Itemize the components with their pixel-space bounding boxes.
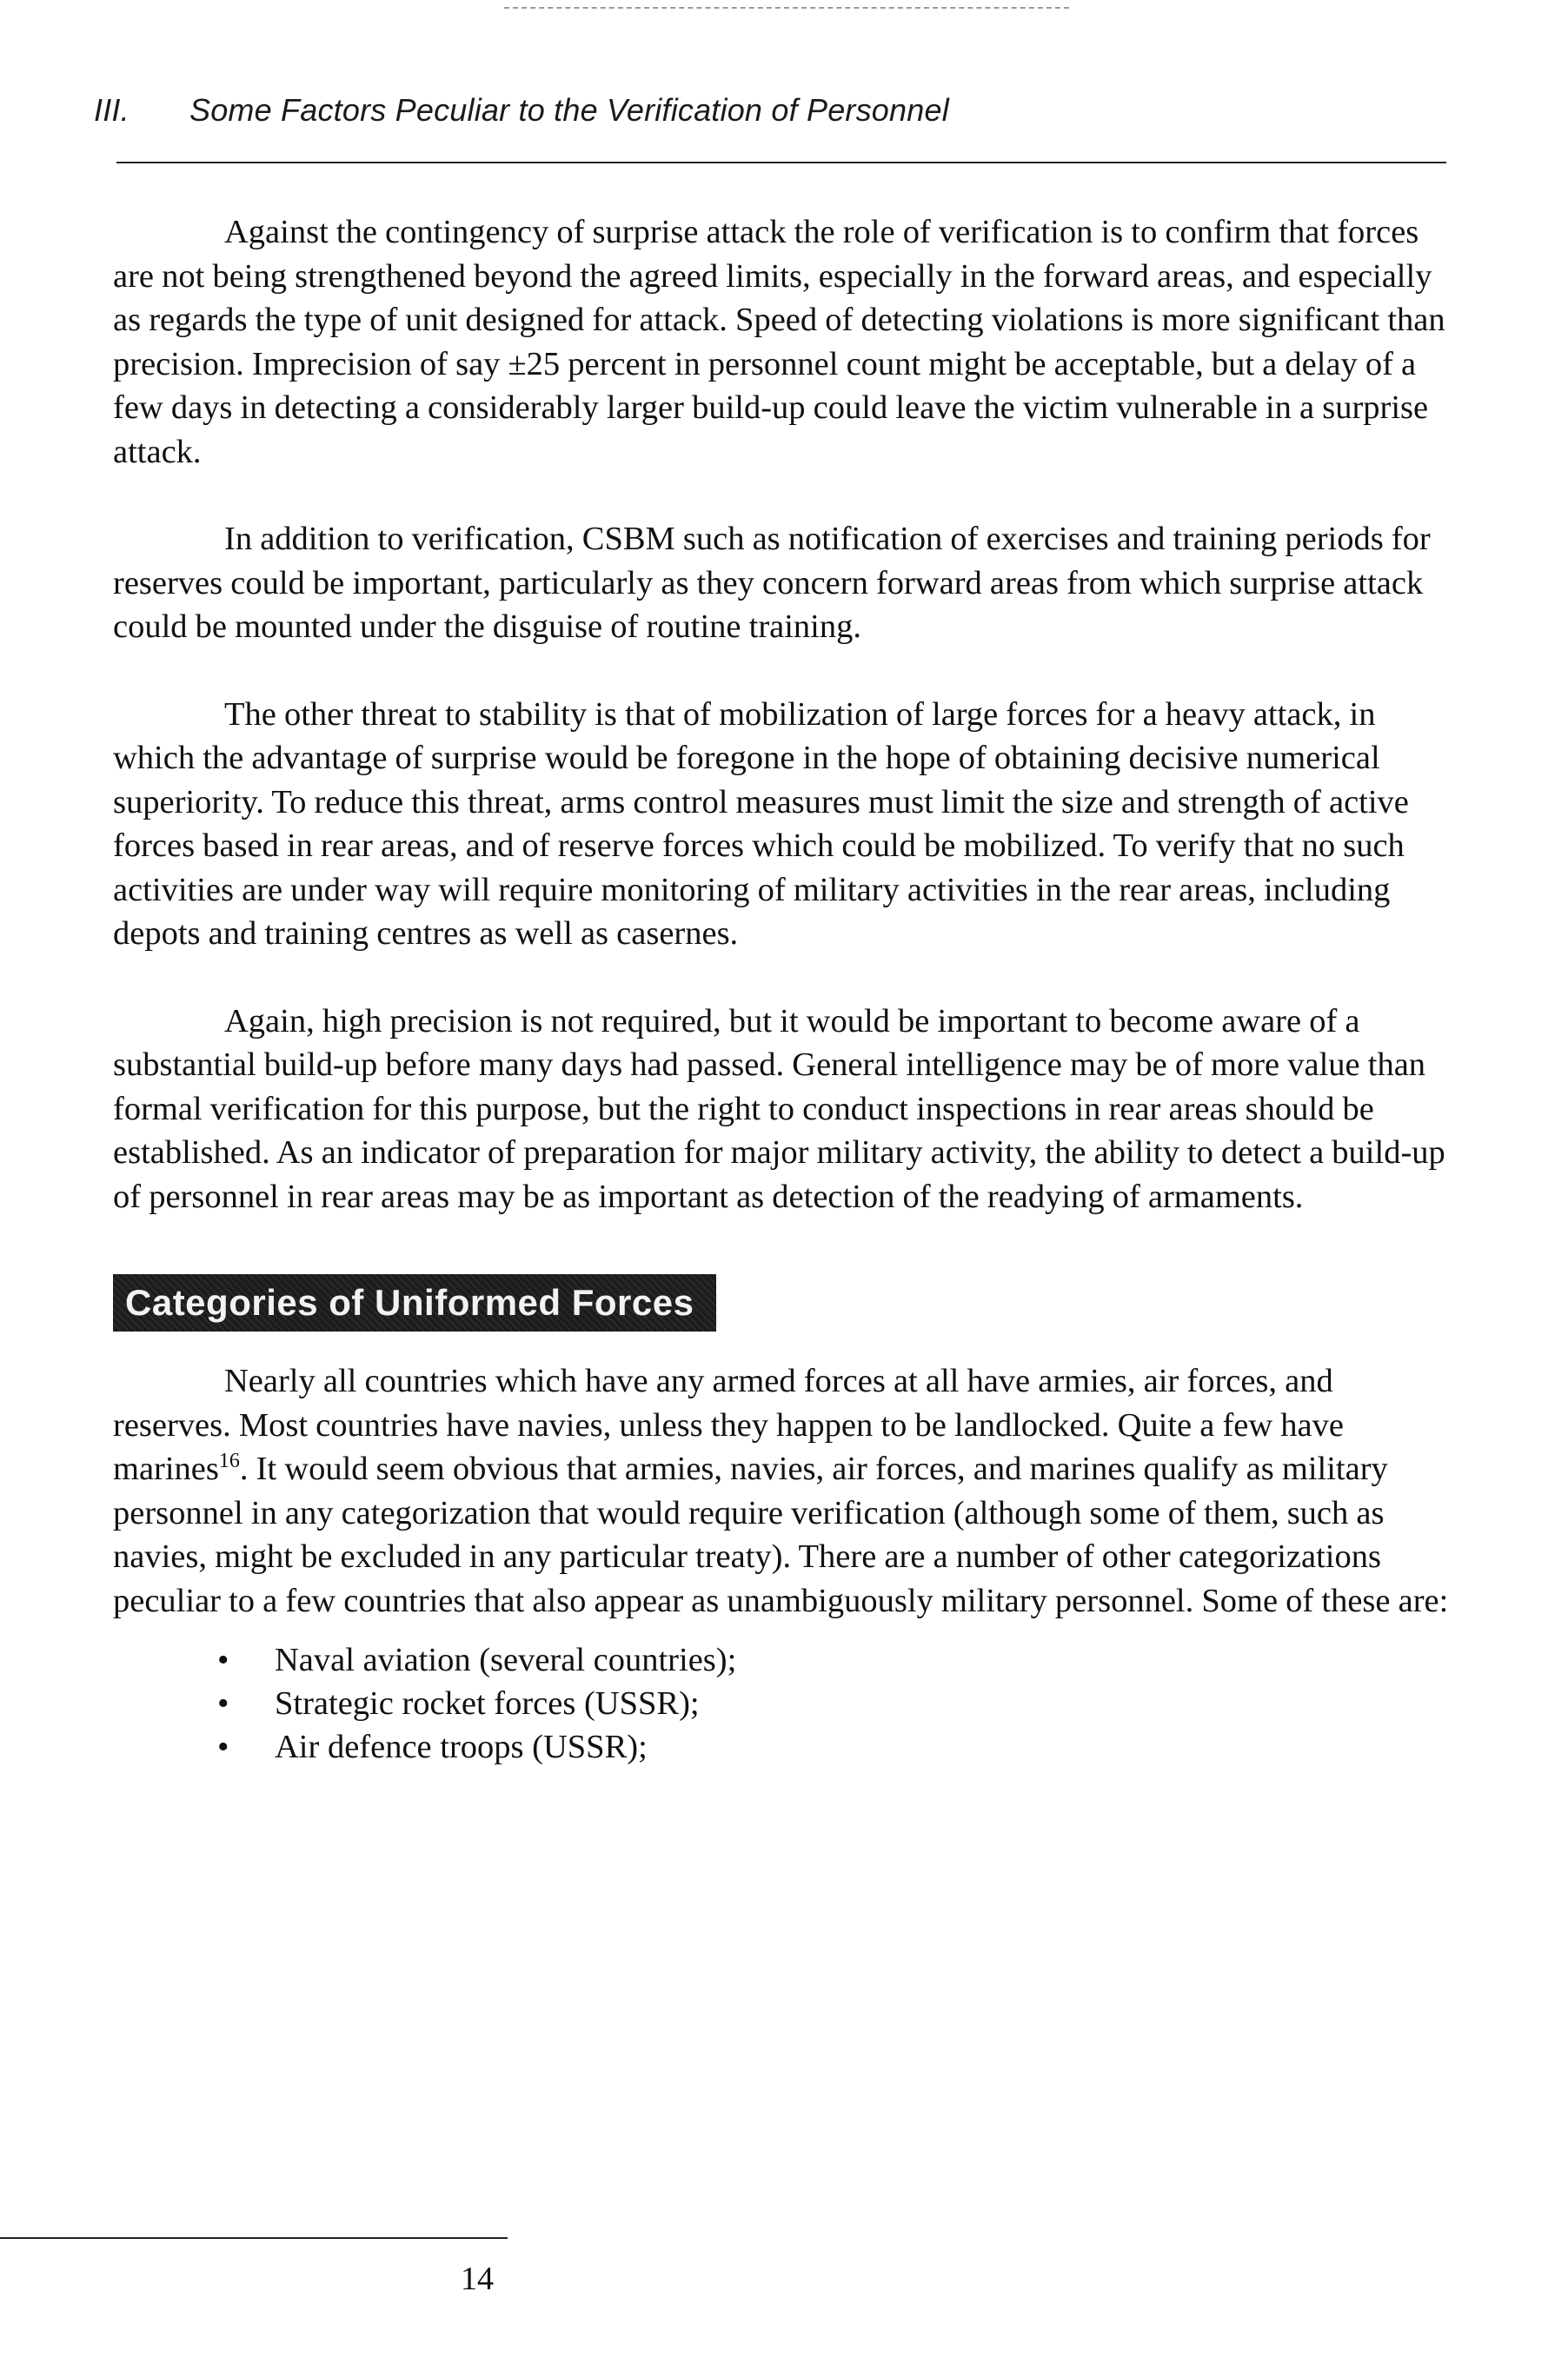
paragraph-categories-part1: Nearly all countries which have any armed forces at all have armies, air forces, and reserves. Most countries have navies, unless they happen to be landlocked. Quite a few have marines (113, 1363, 1344, 1487)
scan-artifact-line (504, 7, 1069, 9)
paragraph-precision: Again, high precision is not required, but it would be important to become aware of a substantial build-up before many days had passed. General intelligence may be of more value than formal verification for this purpose, but the right to conduct inspections in rear areas should be established. As an indicator of preparation for major military activity, the ability to detect a build-up of personnel in rear areas may be as important as detection of the readying of armaments. (113, 1002, 1445, 1215)
list-item-text: Naval aviation (several countries); (275, 1642, 737, 1678)
bullet-list (113, 1638, 1452, 1769)
paragraph-mobilization: The other threat to stability is that of mobilization of large forces for a heavy attack, in which the advantage of surprise would be foregone in the hope of obtaining decisive numerical superiority. To reduce this threat, arms control measures must limit the size and strength of active forces based in rear areas, and of reserve forces which could be mobilized. To verify that no such activities are under way will require monitoring of military activities in the rear areas, including depots and training centres as well as casernes. (113, 695, 1409, 952)
bullet-icon: • (217, 1685, 229, 1722)
list-item (217, 1682, 1452, 1725)
list-item-text: Strategic rocket forces (USSR); (275, 1685, 700, 1722)
bullet-icon: • (217, 1729, 229, 1765)
paragraph-categories (113, 1359, 1452, 1623)
section-title: Some Factors Peculiar to the Verification of Personnel (189, 92, 949, 128)
running-header (94, 92, 1450, 129)
list-item (217, 1638, 1452, 1682)
paragraph-csbm: In addition to verification, CSBM such as notification of exercises and training periods for reserves could be important, particularly as they concern forward areas from which surprise attack could be mounted under the disguise of routine training. (113, 521, 1431, 645)
body-text (113, 210, 1452, 1769)
list-item (217, 1725, 1452, 1769)
list-item-text: Air defence troops (USSR); (275, 1729, 648, 1765)
section-heading: Categories of Uniformed Forces (113, 1274, 716, 1332)
section-number: III. (94, 92, 130, 128)
footer-rule (0, 2237, 508, 2239)
paragraph-surprise-attack: Against the contingency of surprise attack the role of verification is to confirm that forces are not being strengthened beyond the agreed limits, especially in the forward areas, and especially as regards the type of unit designed for attack. Speed of detecting violations is more significant than precision. Imprecision of say ±25 percent in personnel count might be acceptable, but a delay of a few days in detecting a considerably larger build-up could leave the victim vulnerable in a surprise attack. (113, 214, 1445, 470)
bullet-icon: • (217, 1642, 229, 1678)
footnote-reference: 16 (218, 1450, 240, 1473)
header-rule (116, 162, 1446, 163)
paragraph-categories-part2: . It would seem obvious that armies, navies, air forces, and marines qualify as military personnel in any categorization that would require verification (although some of them, such as navies, might be excluded in any particular treaty). There are a number of other categorizations peculiar to a few countries that also appear as unambiguously military personnel. Some of these are: (113, 1451, 1449, 1619)
page-number: 14 (461, 2261, 494, 2297)
